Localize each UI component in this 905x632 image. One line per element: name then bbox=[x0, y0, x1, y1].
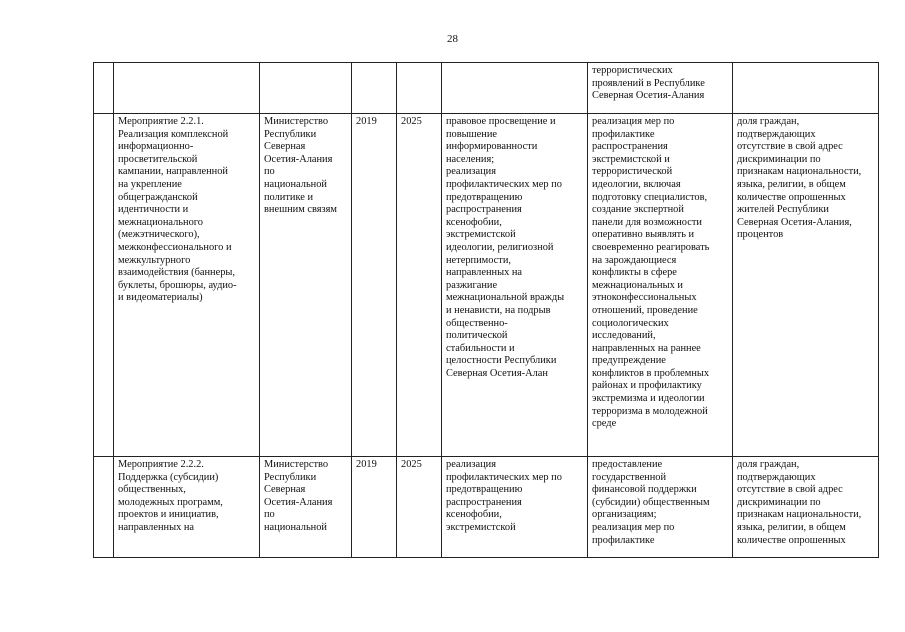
cell-num bbox=[94, 114, 114, 457]
cell-executor: Министерство Республики Северная Осетия-Алания по национальной bbox=[260, 457, 352, 558]
cell-result: предоставление государственной финансовой поддержки (субсидии) общественным организациям; реализация мер по профилактике bbox=[588, 457, 733, 558]
table-row bbox=[94, 114, 879, 457]
cell-start bbox=[352, 63, 397, 114]
cell-end: 2025 bbox=[397, 114, 442, 457]
continuation-row bbox=[94, 63, 879, 114]
program-activities-table bbox=[93, 62, 879, 558]
cell-direction: реализация профилактических мер по предотвращению распространения ксенофобии, экстремистской bbox=[442, 457, 588, 558]
cell-start: 2019 bbox=[352, 114, 397, 457]
cell-executor: Министерство Республики Северная Осетия-Алания по национальной политике и внешним связям bbox=[260, 114, 352, 457]
cell-direction bbox=[442, 63, 588, 114]
cell-result: реализация мер по профилактике распространения экстремистской и террористической идеологии, включая подготовку специалистов, создание экспертной панели для возможности оперативно выявлять и своевременно реагировать на зарождающиеся конфликты в сфере межнациональных и этноконфессиональных отношений, проведение социологических исследований, направленных на раннее предупреждение конфликтов в проблемных районах и профилактику экстремизма и идеологии терроризма в молодежной среде bbox=[588, 114, 733, 457]
cell-end bbox=[397, 63, 442, 114]
page-number: 28 bbox=[447, 33, 458, 45]
cell-direction: правовое просвещение и повышение информированности населения; реализация профилактических мер по предотвращению распространения ксенофобии, экстремистской идеологии, религиозной нетерпимости, направленных на разжигание межнациональной вражды и ненависти, на подрыв общественно- политической стабильности и целостности Республики Северная Осетия-Алан bbox=[442, 114, 588, 457]
cell-num bbox=[94, 457, 114, 558]
cell-start: 2019 bbox=[352, 457, 397, 558]
table-row bbox=[94, 457, 879, 558]
cell-executor bbox=[260, 63, 352, 114]
cell-indicator: доля граждан, подтверждающих отсутствие в свой адрес дискриминации по признакам национальности, языка, религии, в общем количестве опрошенных жителей Республики Северная Осетия-Алания, процентов bbox=[733, 114, 879, 457]
cell-num bbox=[94, 63, 114, 114]
cell-indicator: доля граждан, подтверждающих отсутствие в свой адрес дискриминации по признакам национальности, языка, религии, в общем количестве опрошенных bbox=[733, 457, 879, 558]
cell-event bbox=[114, 63, 260, 114]
cell-event: Мероприятие 2.2.1. Реализация комплексной информационно- просветительской кампании, направленной на укрепление общегражданской идентичности и межнационального (межэтнического), межконфессионального и межкультурного взаимодействия (баннеры, буклеты, брошюры, аудио- и видеоматериалы) bbox=[114, 114, 260, 457]
cell-event: Мероприятие 2.2.2. Поддержка (субсидии) общественных, молодежных программ, проектов и инициатив, направленных на bbox=[114, 457, 260, 558]
cell-indicator bbox=[733, 63, 879, 114]
cell-end: 2025 bbox=[397, 457, 442, 558]
cell-result: террористических проявлений в Республике Северная Осетия-Алания bbox=[588, 63, 733, 114]
